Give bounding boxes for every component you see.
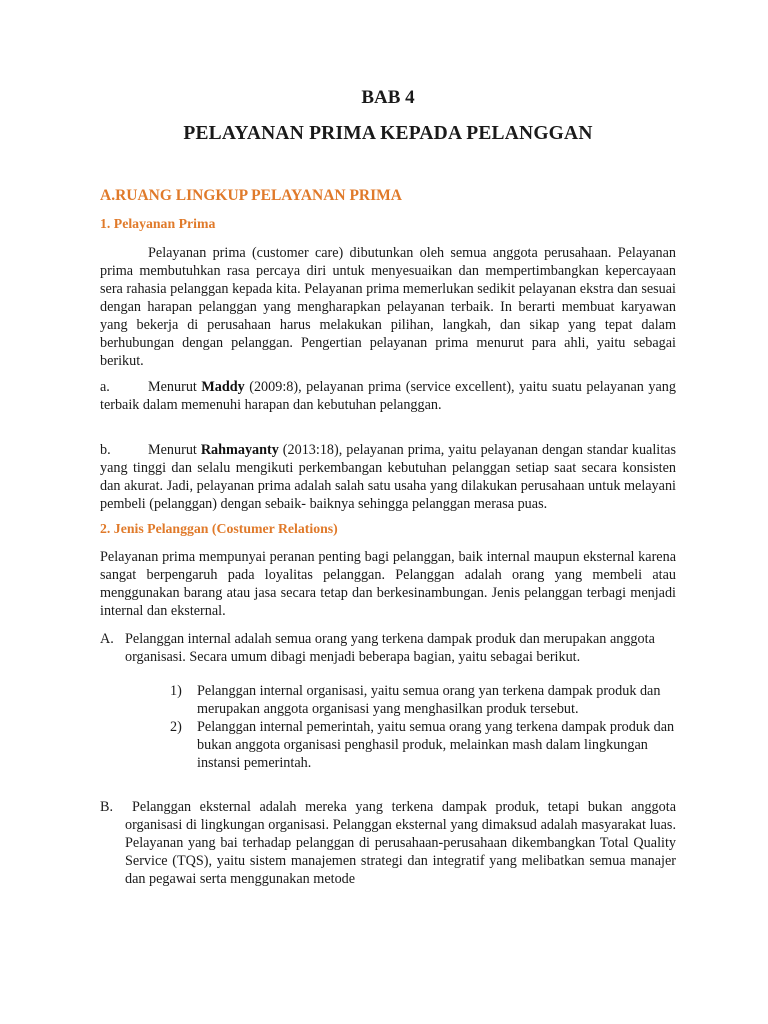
item-b-text: (2013:18), pelayanan prima, yaitu pelayanan dengan standar kualitas yang tinggi dan selalu mengikuti perkembangan kebutuhan pelanggan setiap saat secara konsisten dan akurat. Jadi, pelayanan prima adalah salah satu usaha yang dilakukan perusahaan untuk melayani pembeli (pelanggan) dengan sebaik- baiknya sehingga pelanggan merasa puas. [100,442,676,512]
numbered-marker: 1) [170,683,182,699]
item-b-author: Rahmayanty [200,442,279,458]
pelayanan-prima-paragraph: Pelayanan prima (customer care) dibutunkan oleh semua anggota perusahaan. Pelayanan prima membutuhkan rasa percaya diri untuk menyesuaikan dan mempertimbangkan kepercayaan sera rahasia pelanggan kepada kita. Pelayanan prima memerlukan sedikit pelayanan ekstra dan sesuai dengan harapan pelanggan yang mengharapkan pelayanan terbaik. In berarti membuat karyawan yang bekerja di perusahaan harus melakukan pilihan, langkah, dan sikap yang tepat dalam berhubungan dengan pelanggan. Pengertian pelayanan prima menurut para ahli, yaitu sebagai berikut. [100,245,676,369]
subsection-1-heading: 1. Pelayanan Prima [100,216,216,231]
list-item [170,718,676,772]
item-a-text: (2009:8), pelayanan prima (service excellent), yaitu suatu pelayanan yang terbaik dalam memenuhi harapan dan kebutuhan pelanggan. [100,379,676,413]
list-item [170,682,676,718]
chapter-number: BAB 4 [361,87,415,108]
numbered-marker: 2) [170,719,182,735]
item-b-label: b. [100,442,111,458]
jenis-pelanggan-paragraph: Pelayanan prima mempunyai peranan penting bagi pelanggan, baik internal maupun eksternal karena sangat berpengaruh pada loyalitas pelanggan. Pelanggan adalah orang yang membeli atau menggunakan barang atau jasa secara tetap dan berkesinambungan. Jenis pelanggan terbagi menjadi internal dan eksternal. [100,549,676,619]
list-b-text: Pelanggan eksternal adalah mereka yang terkena dampak produk, tetapi bukan anggota organisasi di lingkungan organisasi. Pelanggan eksternal yang dimaksud adalah masyarakat luas. Pelayanan yang bai terhadap pelanggan di perusahaan-perusahaan dikembangkan Total Quality Service (TQS), yaitu sistem manajemen strategi dan integratif yang melibatkan semua manajer dan pegawai serta menggunakan metode [125,799,676,887]
numbered-text: Pelanggan internal pemerintah, yaitu semua orang yang terkena dampak produk dan bukan anggota organisasi penghasil produk, melainkan mash dalam lingkungan instansi pemerintah. [197,719,675,771]
item-a-prefix: Menurut [148,379,202,395]
item-a-author: Maddy [201,379,245,395]
numbered-text: Pelanggan internal organisasi, yaitu semua orang yan terkena dampak produk dan merupakan anggota organisasi yang menghasilkan produk tersebut. [197,683,661,717]
subsection-2-heading: 2. Jenis Pelanggan (Costumer Relations) [100,521,338,536]
list-a-marker: A. [100,631,114,647]
chapter-title: PELAYANAN PRIMA KEPADA PELANGGAN [183,123,593,144]
list-b-marker: B. [100,799,114,815]
list-item-a [100,630,676,772]
numbered-list [125,682,676,772]
item-b-prefix: Menurut [148,442,201,458]
list-item-b [100,798,676,888]
definition-item-a [100,378,676,414]
item-a-label: a. [100,379,110,395]
list-a-text: Pelanggan internal adalah semua orang yang terkena dampak produk dan merupakan anggota organisasi. Secara umum dibagi menjadi beberapa bagian, yaitu sebagai berikut. [125,631,655,665]
definition-item-b [100,441,676,513]
section-a-heading: A.RUANG LINGKUP PELAYANAN PRIMA [100,187,402,204]
